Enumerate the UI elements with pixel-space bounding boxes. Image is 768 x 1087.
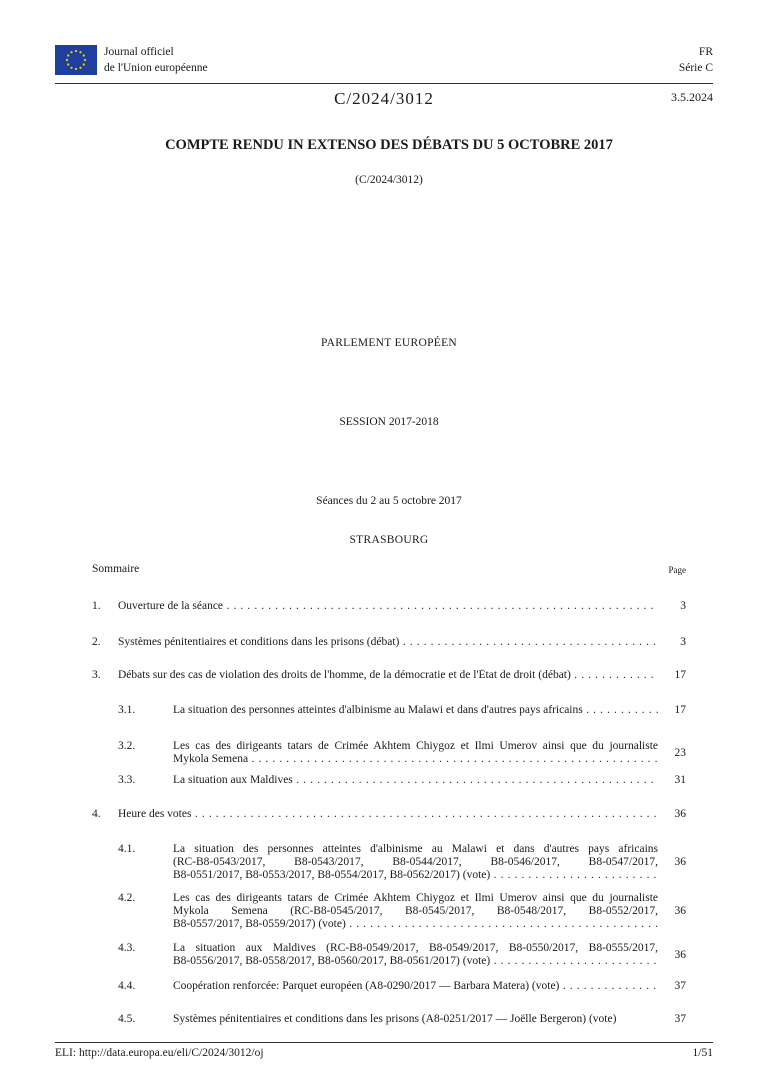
toc-item-title-line: Ouverture de la séance . . .: [118, 600, 658, 613]
toc-item-title: [173, 740, 658, 766]
toc-item-page: 37: [674, 980, 686, 992]
toc-item-title: [173, 843, 658, 883]
toc-item-title-line: La situation des personnes atteintes d'albinisme au Malawi et dans d'autres pays africains . . .: [173, 704, 658, 717]
document-title: COMPTE RENDU IN EXTENSO DES DÉBATS DU 5 OCTOBRE 2017: [165, 137, 613, 153]
star-icon: [79, 51, 81, 53]
toc-item-page: 36: [674, 905, 686, 918]
eu-flag-icon: [55, 45, 97, 75]
toc-item-number: 4.4.: [118, 980, 136, 992]
document-reference: (C/2024/3012): [355, 174, 423, 186]
toc-item-number: 4.: [92, 808, 101, 820]
toc-item-number: 3.2.: [118, 740, 136, 752]
star-icon: [83, 54, 85, 56]
toc-item-title: [118, 600, 658, 613]
toc-item-number: 2.: [92, 636, 101, 648]
toc-item-title-line: Mykola Semena (RC-B8-0545/2017, B8-0545/2017, B8-0548/2017, B8-0552/2017,: [173, 905, 658, 918]
star-icon: [67, 54, 69, 56]
toc-item-title: [173, 980, 658, 993]
toc-item-title: [173, 942, 658, 968]
language-code: FR: [698, 46, 713, 58]
toc-item-title-line: La situation aux Maldives . . .: [173, 774, 658, 787]
toc-item-title-line: Débats sur des cas de violation des droits de l'homme, de la démocratie et de l'État de droit (débat) . . .: [118, 669, 658, 682]
toc-item-title-line: (RC-B8-0543/2017, B8-0543/2017, B8-0544/2017, B8-0546/2017, B8-0547/2017,: [173, 856, 658, 869]
toc-item-title: [118, 669, 658, 682]
toc-item-page: 23: [674, 746, 686, 759]
document-number: C/2024/3012: [334, 89, 434, 108]
star-icon: [66, 59, 68, 61]
eli-link[interactable]: ELI: http://data.europa.eu/eli/C/2024/3012/oj: [55, 1047, 264, 1059]
journal-title-line2: de l'Union européenne: [104, 62, 208, 74]
toc-item-page: 3: [680, 600, 686, 612]
star-icon: [75, 68, 77, 70]
toc-item-number: 3.: [92, 669, 101, 681]
toc-item-page: 36: [674, 808, 686, 820]
toc-heading: Sommaire: [92, 563, 140, 575]
star-icon: [75, 50, 77, 52]
toc-item-page: 36: [674, 856, 686, 869]
toc-item-title: [118, 808, 658, 821]
star-icon: [67, 63, 69, 65]
series-label: Série C: [678, 62, 713, 74]
toc-item-page: 31: [674, 774, 686, 786]
toc-item-title-line: Coopération renforcée: Parquet européen (A8-0290/2017 — Barbara Matera) (vote) . . .: [173, 980, 658, 993]
toc-item-title: [173, 892, 658, 932]
toc-item-page: 17: [674, 704, 686, 716]
star-icon: [79, 67, 81, 69]
toc-item-title-line: Mykola Semena . . .: [173, 753, 658, 766]
toc-item-number: 4.5.: [118, 1013, 136, 1025]
toc-item-number: 3.1.: [118, 704, 136, 716]
toc-item-page: 3: [680, 636, 686, 648]
header-divider: [55, 83, 713, 84]
toc-item-title-line: Systèmes pénitentiaires et conditions dans les prisons (débat) . . .: [118, 636, 658, 649]
toc-item-number: 1.: [92, 600, 101, 612]
toc-item-number: 3.3.: [118, 774, 136, 786]
publication-date: 3.5.2024: [671, 90, 713, 104]
sittings-label: Séances du 2 au 5 octobre 2017: [316, 495, 462, 507]
toc-item-title-line: Les cas des dirigeants tatars de Crimée Akhtem Chiygoz et Ilmi Umerov ainsi que du journaliste: [173, 740, 658, 752]
toc-item-number: 4.3.: [118, 942, 136, 954]
toc-item-title-line: Systèmes pénitentiaires et conditions dans les prisons (A8-0251/2017 — Joëlle Bergeron) (vote): [173, 1013, 617, 1025]
page-number: 1/51: [692, 1047, 713, 1059]
toc-item-title-line: La situation aux Maldives (RC-B8-0549/2017, B8-0549/2017, B8-0550/2017, B8-0555/2017,: [173, 942, 658, 954]
toc-item-title-line: B8-0557/2017, B8-0559/2017) (vote) . . .: [173, 918, 658, 931]
toc-item-title-line: Heure des votes . . .: [118, 808, 658, 821]
toc-item-title: [173, 774, 658, 787]
toc-item-title: [173, 1013, 658, 1026]
institution-name: PARLEMENT EUROPÉEN: [320, 337, 458, 349]
toc-item-title-line: B8-0551/2017, B8-0553/2017, B8-0554/2017, B8-0562/2017) (vote) . . .: [173, 869, 658, 882]
toc-item-title: [173, 704, 658, 717]
toc-item-number: 4.1.: [118, 843, 136, 855]
star-icon: [70, 67, 72, 69]
toc-item-title-line: La situation des personnes atteintes d'albinisme au Malawi et dans d'autres pays africains: [173, 843, 658, 855]
toc-item-page: 17: [674, 669, 686, 681]
footer-divider: [55, 1042, 713, 1043]
toc-item-title: [118, 636, 658, 649]
toc-item-page: 36: [674, 948, 686, 961]
toc-page-heading: Page: [668, 565, 686, 575]
star-icon: [84, 59, 86, 61]
session-label: SESSION 2017-2018: [339, 416, 439, 428]
place-label: STRASBOURG: [349, 534, 429, 546]
star-icon: [70, 51, 72, 53]
eu-stars: [55, 45, 97, 75]
star-icon: [83, 63, 85, 65]
toc-item-number: 4.2.: [118, 892, 136, 904]
journal-title-line1: Journal officiel: [104, 46, 174, 58]
toc-item-title-line: Les cas des dirigeants tatars de Crimée Akhtem Chiygoz et Ilmi Umerov ainsi que du journaliste: [173, 892, 658, 904]
toc-item-title-line: B8-0556/2017, B8-0558/2017, B8-0560/2017, B8-0561/2017) (vote) . . .: [173, 955, 658, 968]
toc-item-page: 37: [674, 1013, 686, 1025]
